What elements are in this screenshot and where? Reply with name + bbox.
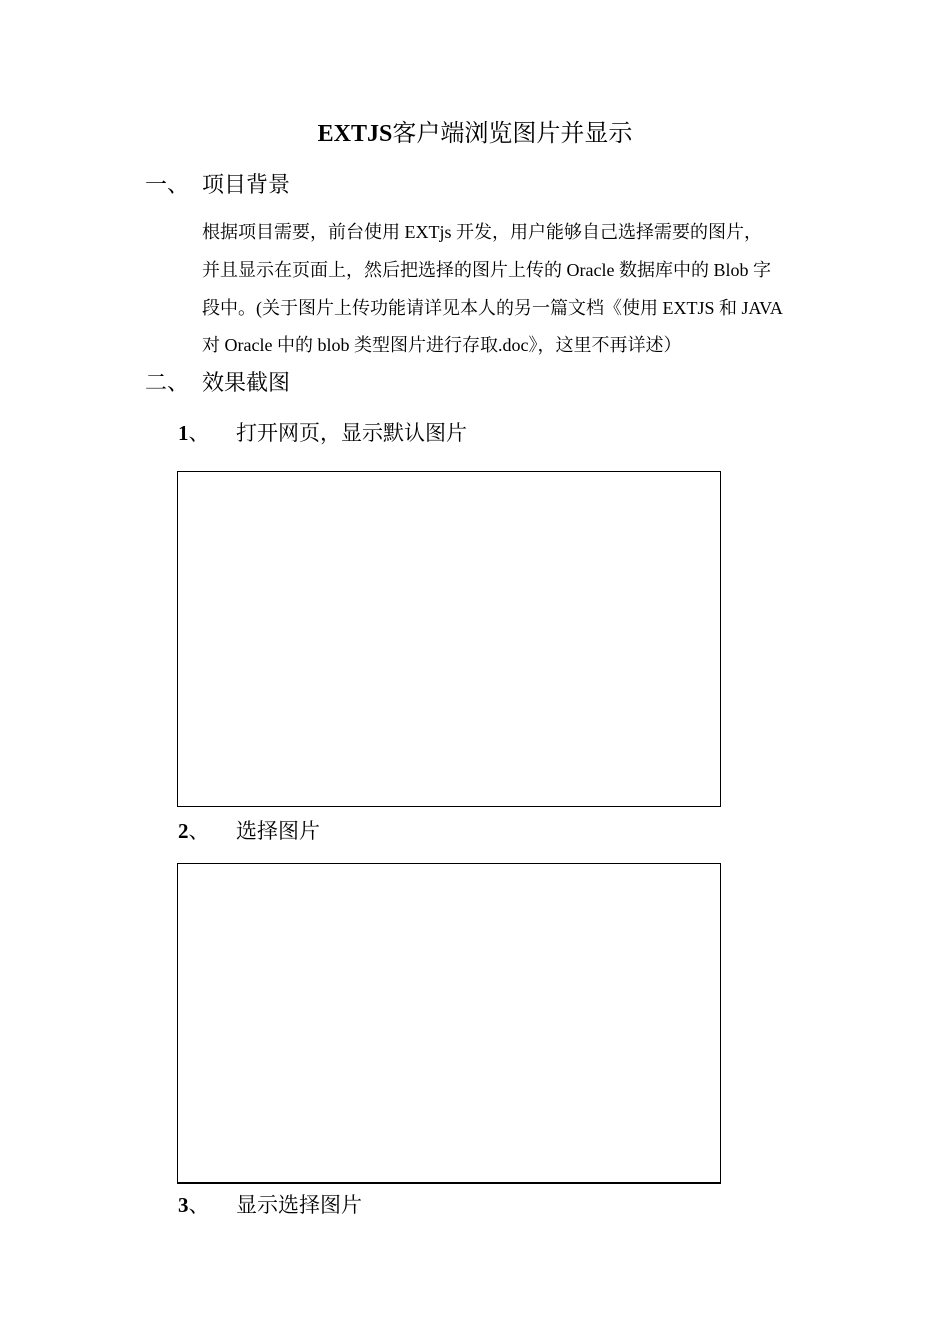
item-2-label: 选择图片	[236, 819, 320, 843]
item-2-number: 2、	[178, 819, 210, 843]
item-1-label: 打开网页，显示默认图片	[236, 421, 467, 445]
item-1-number: 1、	[178, 421, 210, 445]
paragraph-line-1: 根据项目需要，前台使用 EXTjs 开发，用户能够自己选择需要的图片，	[202, 222, 762, 242]
item-3-number: 3、	[178, 1193, 210, 1217]
section-2-heading: 效果截图	[202, 370, 291, 395]
section-2-number: 二、	[145, 370, 190, 395]
screenshot-placeholder-2	[177, 863, 721, 1184]
section-1-heading: 项目背景	[202, 172, 291, 197]
screenshot-placeholder-1	[177, 471, 721, 807]
paragraph-line-2: 并且显示在页面上，然后把选择的图片上传的 Oracle 数据库中的 Blob 字	[202, 260, 771, 280]
title-rest: 客户端浏览图片并显示	[392, 121, 633, 147]
title-bold: EXTJS	[317, 121, 393, 147]
item-3-label: 显示选择图片	[236, 1193, 362, 1217]
paragraph-line-4: 对 Oracle 中的 blob 类型图片进行存取.doc》，这里不再详述）	[202, 335, 682, 355]
section-1-number: 一、	[145, 172, 190, 197]
paragraph-line-3: 段中。(关于图片上传功能请详见本人的另一篇文档《使用 EXTJS 和 JAVA	[202, 298, 783, 318]
document-title	[0, 116, 950, 152]
